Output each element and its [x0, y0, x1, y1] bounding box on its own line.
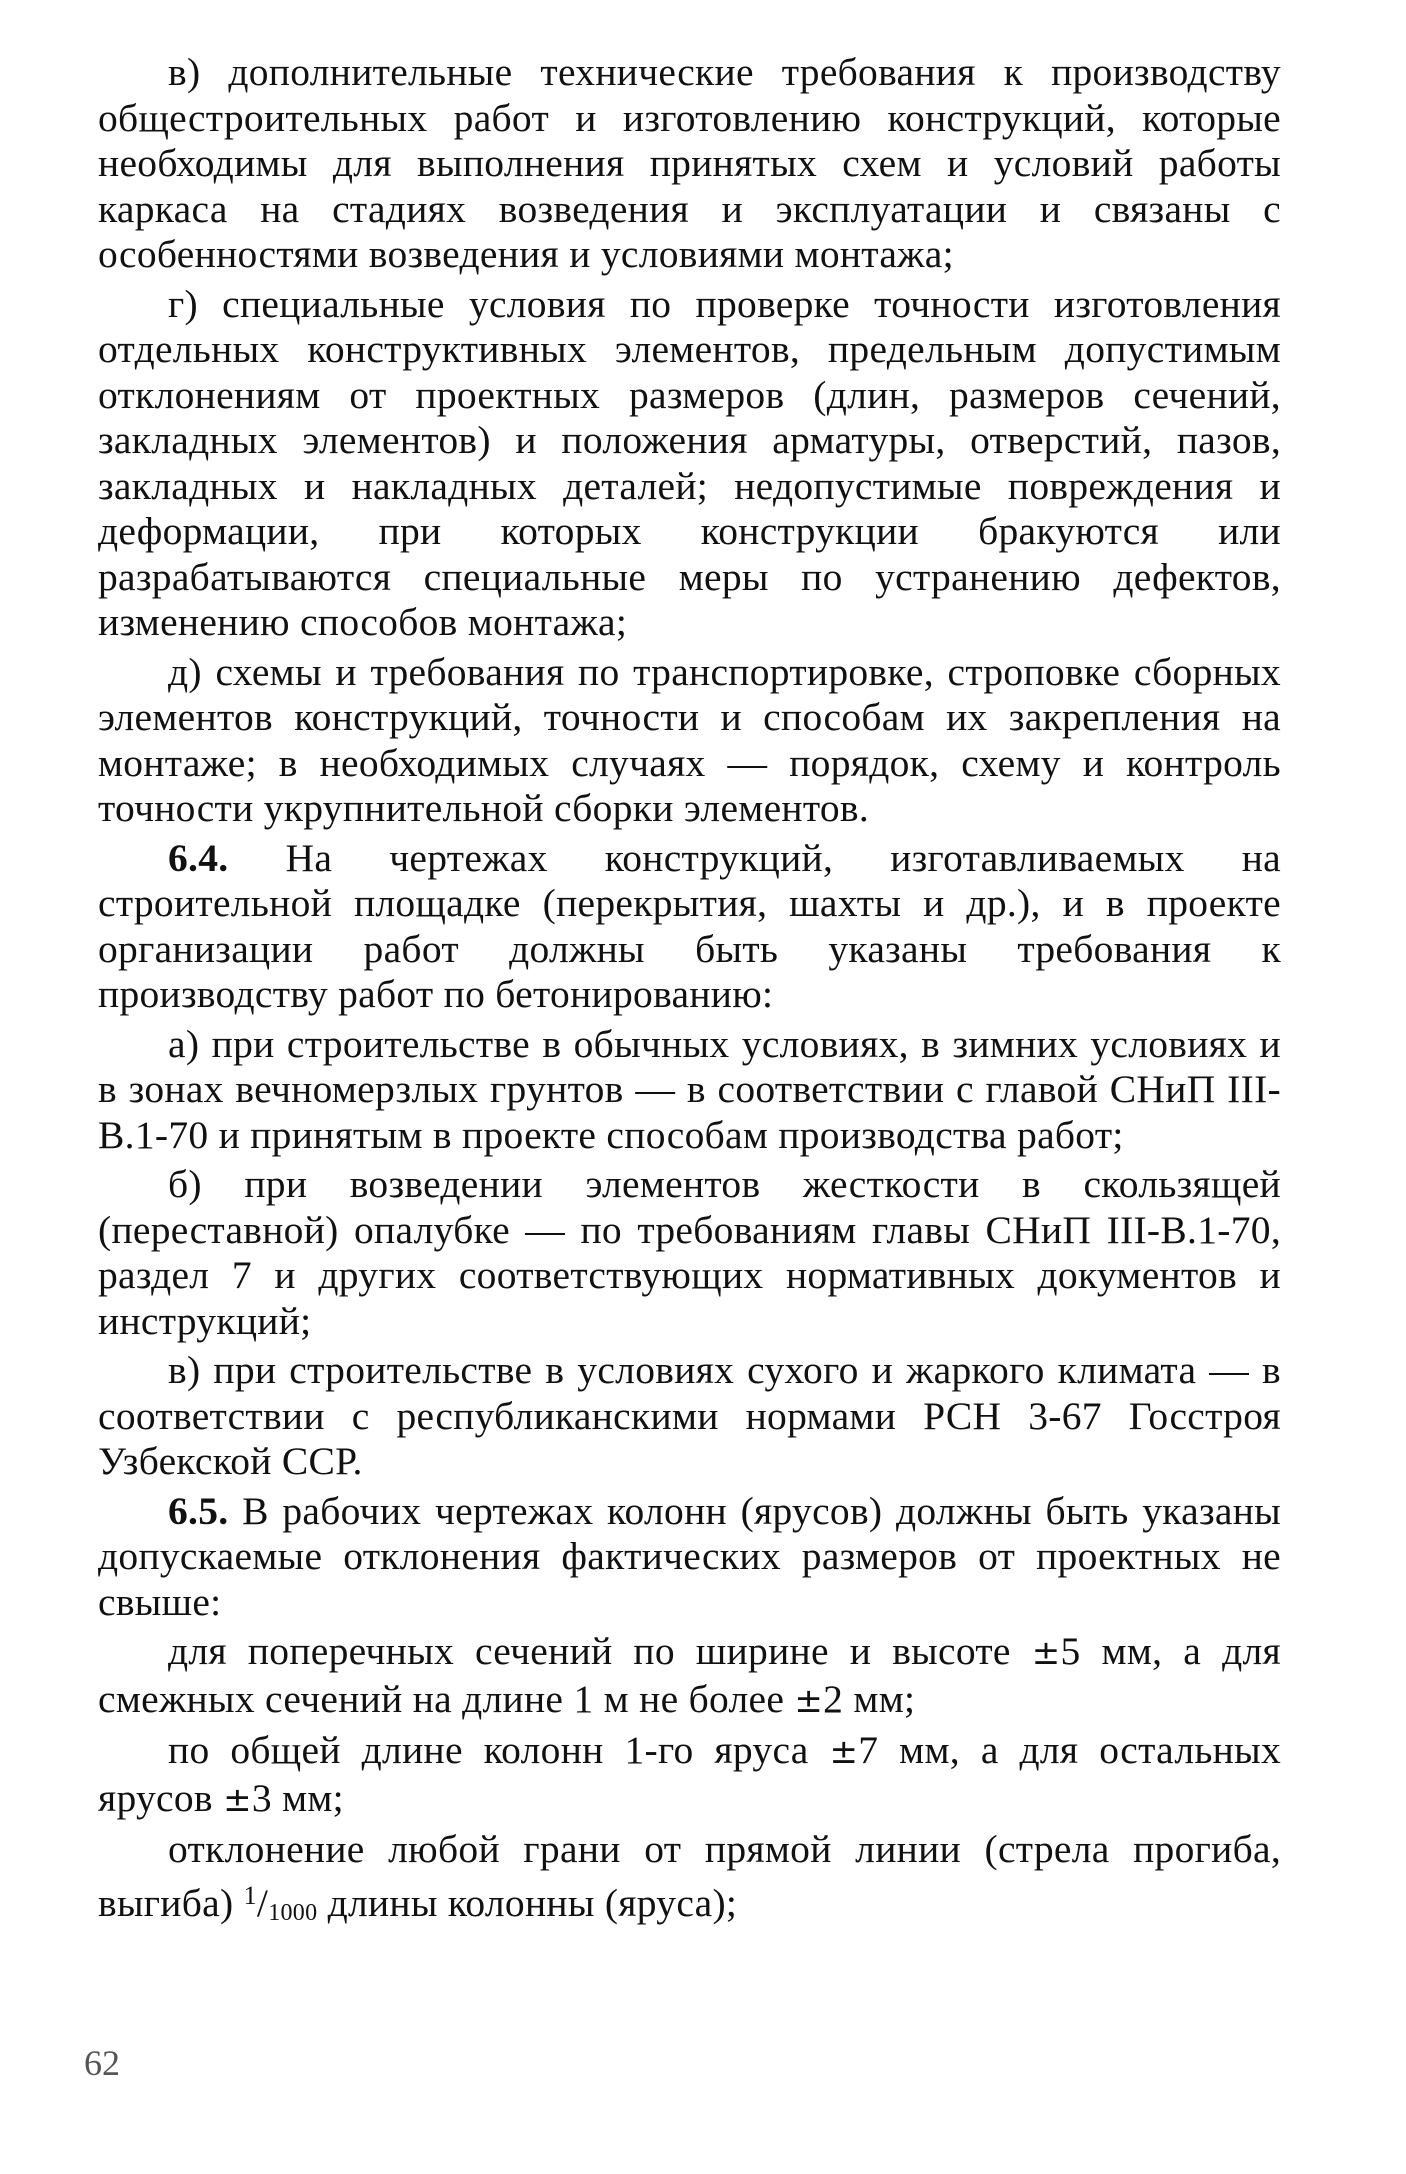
section-6-4 — [98, 836, 1281, 1018]
plus-minus-sign: ± — [223, 1779, 252, 1820]
paragraph-b — [98, 1162, 1281, 1344]
paragraph-g — [98, 282, 1281, 646]
paragraph-text: а) при строительстве в обычных условиях, в зимних условиях и в зонах вечномерзлых грунтов — в соответствии с главой СНиП III-В.1-70 и принятым в проекте способам производства работ; — [98, 1021, 1281, 1157]
text-part: 2 мм; — [823, 1676, 916, 1721]
text-part: 3 мм; — [251, 1775, 344, 1820]
paragraph-text: б) при возведении элементов жесткости в скользящей (переставной) опалубке — по требованиям главы СНиП III-В.1-70, раздел 7 и других соответствующих нормативных документов и инструкций; — [98, 1162, 1281, 1343]
paragraph-text: На чертежах конструкций, изготавливаемых на строительной площадке (перекрытия, шахты и др.), и в проекте организации работ должны быть указаны требования к производству работ по бетонированию: — [98, 835, 1281, 1016]
paragraph-text: В рабочих чертежах колонн (ярусов) должны быть указаны допускаемые отклонения фактических размеров от проектных не свыше: — [98, 1488, 1281, 1624]
paragraph-text: в) при строительстве в условиях сухого и жаркого климата — в соответствии с республиканскими нормами РСН 3-67 Госстроя Узбекской ССР. — [98, 1348, 1281, 1483]
fraction-numerator: 1 — [243, 1880, 257, 1910]
paragraph-d — [98, 650, 1281, 832]
paragraph-text: г) специальные условия по проверке точности изготовления отдельных конструктивных элементов, предельным допустимым отклонениям от проектных размеров (длин, размеров сечений, закладных элементов) и положения арматуры, отверстий, пазов, закладных и накладных деталей; недопустимые повреждения и деформации, при которых конструкции бракуются или разрабатываются специальные меры по устранению дефектов, изменению способов монтажа; — [98, 281, 1281, 644]
paragraph-a — [98, 1022, 1281, 1159]
tolerance-deflection — [98, 1827, 1281, 1936]
text-part: длины колонны (яруса); — [317, 1880, 738, 1925]
page-number: 62 — [84, 2043, 120, 2083]
text-part: для поперечных сечений по ширине и высоте — [168, 1629, 1032, 1673]
tolerance-cross-section — [98, 1629, 1281, 1724]
paragraph-text: д) схемы и требования по транспортировке, строповке сборных элементов конструкций, точности и способам их закрепления на монтаже; в необходимых случаях — порядок, схему и контроль точности укрупнительной сборки элементов. — [98, 649, 1281, 830]
section-number: 6.5. — [168, 1488, 229, 1533]
plus-minus-sign: ± — [829, 1732, 859, 1772]
text-part: отклонение любой грани от прямой линии (стрела прогиба, выгиба) — [98, 1827, 1281, 1925]
fraction-denominator: 1000 — [268, 1899, 318, 1926]
paragraph-text: в) дополнительные технические требования к производству общестроительных работ и изготовлению конструкций, которые необходимы для выполнения принятых схем и условий работы каркаса на стадиях возведения и эксплуатации и связаны с особенностями возведения и условиями монтажа; — [98, 50, 1281, 276]
paragraph-v2 — [98, 1348, 1281, 1485]
text-part: по общей длине колонн 1-го яруса — [168, 1728, 830, 1772]
plus-minus-sign: ± — [794, 1680, 824, 1721]
fraction-slash: / — [256, 1880, 269, 1925]
tolerance-column-length — [98, 1728, 1281, 1823]
plus-minus-sign: ± — [1031, 1633, 1061, 1673]
paragraph-v — [98, 50, 1281, 278]
section-6-5 — [98, 1489, 1281, 1626]
section-number: 6.4. — [168, 835, 229, 880]
text-part: 5 мм, а для смежных сечений на длине 1 м не более — [98, 1629, 1281, 1721]
text-part: 7 мм, а для остальных ярусов — [98, 1728, 1282, 1820]
